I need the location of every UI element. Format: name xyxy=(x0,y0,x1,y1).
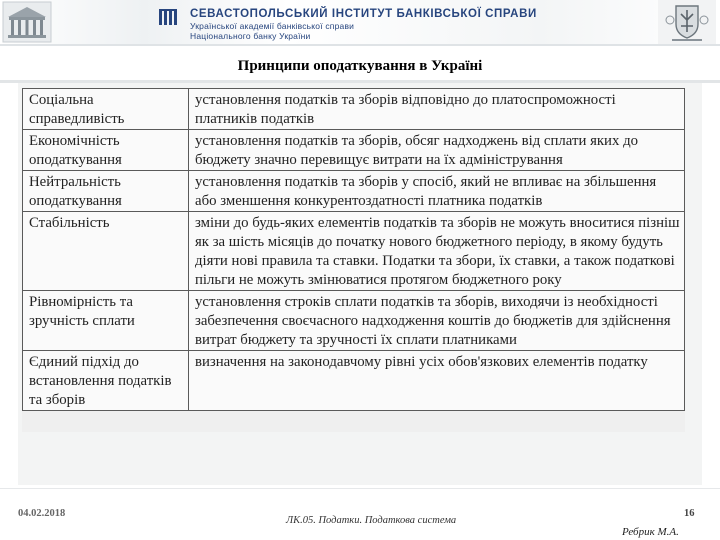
institute-name xyxy=(190,8,570,41)
institute-name-line: СЕВАСТОПОЛЬСЬКИЙ ІНСТИТУТ БАНКІВСЬКОЇ СПРАВИ xyxy=(190,8,537,20)
table-row xyxy=(23,351,685,411)
principle-cell: Рівномірність та зручність сплати xyxy=(23,291,189,351)
definition-cell: установлення податків та зборів, обсяг надходжень від сплати яких до бюджету значно перевищує витрати на їх адміністрування xyxy=(189,130,685,171)
table-frame xyxy=(18,83,702,485)
slide-title: Принципи оподаткування в Україні xyxy=(237,58,483,74)
definition-cell: установлення податків та зборів у спосіб, який не впливає на збільшення або зменшення конкурентоздатності платника податків xyxy=(189,171,685,212)
footer-divider xyxy=(0,488,720,489)
footer-date: 04.02.2018 xyxy=(18,508,66,519)
principle-cell: Економічність оподаткування xyxy=(23,130,189,171)
principle-cell: Єдиний підхід до встановлення податків та зборів xyxy=(23,351,189,411)
table-row xyxy=(23,212,685,291)
filler-cell xyxy=(23,411,189,432)
principle-cell: Стабільність xyxy=(23,212,189,291)
footer-author: Ребрик М.А. xyxy=(622,526,679,538)
institute-emblem-icon xyxy=(159,9,181,27)
institute-header xyxy=(0,0,720,45)
institute-building-logo xyxy=(2,1,52,43)
page-number: 16 xyxy=(684,508,695,519)
filler-cell xyxy=(189,411,685,432)
footer-course-title: ЛК.05. Податки. Податкова система xyxy=(286,515,457,526)
definition-cell: визначення на законодавчому рівні усіх обов'язкових елементів податку xyxy=(189,351,685,411)
header-divider xyxy=(0,44,720,46)
academy-name-line: Української академії банківської справи xyxy=(190,21,355,31)
principle-cell: Соціальна справедливість xyxy=(23,89,189,130)
table-row xyxy=(23,89,685,130)
definition-cell: установлення податків та зборів відповідно до платоспроможності платників податків xyxy=(189,89,685,130)
definition-cell: установлення строків сплати податків та зборів, виходячи із необхідності забезпечення своєчасного надходження коштів до бюджетів для здійснення витрат бюджету та зручності їх сплати платниками xyxy=(189,291,685,351)
principle-cell: Нейтральність оподаткування xyxy=(23,171,189,212)
principles-table xyxy=(22,88,685,432)
definition-cell: зміни до будь-яких елементів податків та зборів не можуть вноситися пізніш як за шість місяців до початку нового бюджетного періоду, в якому будуть діяти нові правила та ставки. Податки та збори, їх ставки, а також податкові пільги не можуть змінюватися протягом бюджетного року xyxy=(189,212,685,291)
academy-coat-of-arms-logo xyxy=(658,0,716,44)
table-filler-row xyxy=(23,411,685,432)
table-row xyxy=(23,291,685,351)
bank-name-line: Національного банку України xyxy=(190,31,311,41)
table-row xyxy=(23,130,685,171)
table-row xyxy=(23,171,685,212)
